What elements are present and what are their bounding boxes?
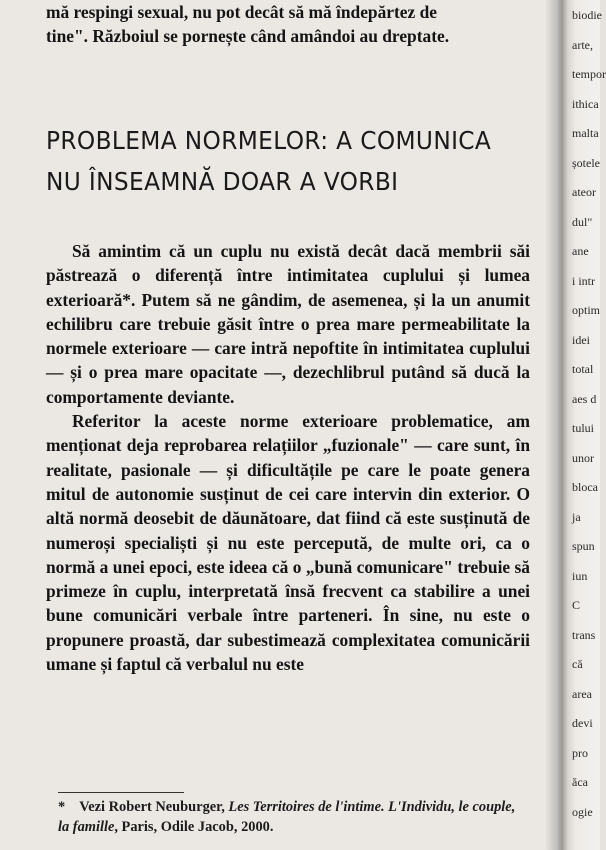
adjacent-page-fragment: ogie [572,804,593,819]
adjacent-page-edge [562,0,606,850]
adjacent-page-fragment: ateor [572,185,596,199]
adjacent-page-fragment: pro [572,745,588,760]
heading-line-1: PROBLEMA NORMELOR: A COMUNICA [46,126,492,155]
adjacent-page-fragment: ithica [572,96,599,111]
adjacent-page-fragment: că [572,657,583,671]
adjacent-page-fragment: bloca [572,480,598,494]
adjacent-page-fragment: devi [572,716,593,730]
footnote-book-title: Les Territoires de l'intime. L'Individu, le couple, la famille [58,799,516,835]
adjacent-page-fragment: aes d [572,391,597,406]
adjacent-page-fragment: ăca [572,775,588,789]
paragraph-2: Referitor la aceste norme exterioare problematice, am menționat deja reprobarea relațiilor „fuzionale" — care sunt, în realitate, pasionale — și dificultățile pe care le poate genera mitul de autonomie susținut de cei care intervin din exterior. O altă normă deosebit de dăunătoare, dat fiind că este susținută de numeroși specialiști și nu este percepută, de multe ori, ca o normă a unei epoci, este ideea că o „bună comunicare" trebuie să primeze în cuplu, interpretată însă frecvent ca stabilire a unei bune comunicări verbale între parteneri. În sine, nu este o propunere proastă, dar subestimează complexitatea comunicării umane și faptul că verbalul nu este [46,411,530,675]
adjacent-page-fragment: unor [572,450,594,465]
adjacent-page-fragment: ja [572,509,581,524]
footnote-divider [58,792,184,793]
adjacent-page-fragment: arte, [572,37,593,52]
footnote [58,797,530,837]
adjacent-page-fragment: tului [572,421,595,435]
adjacent-page-fragment: iun [572,568,588,583]
adjacent-page-fragment: ane [572,244,589,258]
continued-text [46,0,530,49]
adjacent-page-fragment: idei [572,332,590,347]
adjacent-page-fragment: spun [572,539,595,553]
adjacent-page-fragment: dul" [572,214,593,229]
adjacent-page-fragment: biodie [572,8,602,22]
body-text [46,239,530,676]
footnote-text-1: Vezi Robert Neuburger, [79,799,229,815]
adjacent-page-fragment: trans [572,627,596,642]
adjacent-page-fragment: i intr [572,273,595,288]
top-line-1: mă respingi sexual, nu pot decât să mă îndepărtez de [46,2,437,22]
adjacent-page-fragment: tempor [572,67,606,81]
adjacent-page-fragment: C [572,598,581,612]
top-line-2: tine". Războiul se pornește când amândoi au dreptate. [46,26,450,47]
adjacent-page-fragment: total [572,362,594,376]
adjacent-page-fragment: șotele [572,155,600,170]
heading-line-2: NU ÎNSEAMNĂ DOAR A VORBI [46,167,399,196]
adjacent-page-fragment: area [572,686,592,701]
footnote-mark: * [58,799,66,815]
adjacent-page-fragment: optim [572,303,601,317]
gutter-shadow [545,0,562,850]
paragraph-1: Să amintim că un cuplu nu există decât dacă membrii săi păstrează o diferență între intimitatea cuplului și lumea exterioară*. Putem să ne gândim, de asemenea, și la un anumit echilibru care trebuie găsit între o prea mare permeabilitate la normele exterioare — care intră nepoftite în intimitatea cuplului — și o prea mare opacitate —, dezechlibrul putând să ducă la comportamente deviante. [46,241,530,407]
adjacent-page-fragment: malta [572,126,599,140]
section-heading [46,120,492,202]
footnote-text-2: , Paris, Odile Jacob, 2000. [114,819,274,835]
